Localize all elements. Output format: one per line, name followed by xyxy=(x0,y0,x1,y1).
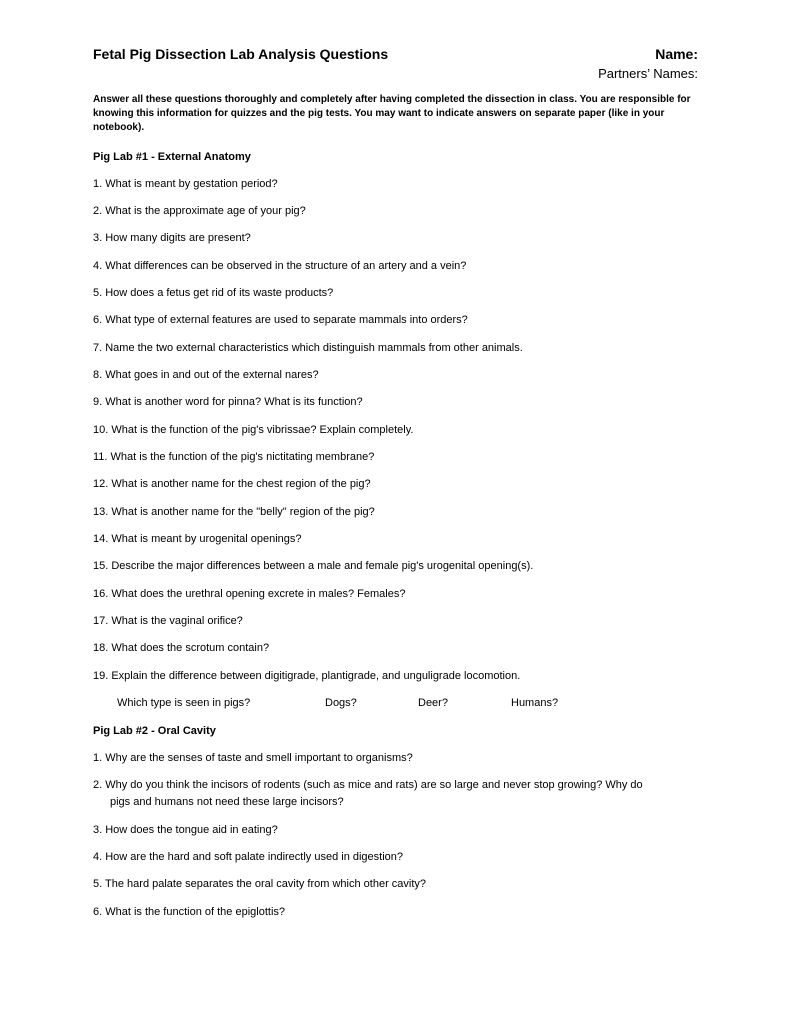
question-lab1-15: 15. Describe the major differences between a male and female pig's urogenital opening(s). xyxy=(93,560,534,572)
question-lab1-17: 17. What is the vaginal orifice? xyxy=(93,615,243,627)
question-lab1-9: 9. What is another word for pinna? What is its function? xyxy=(93,396,363,408)
question-lab1-11: 11. What is the function of the pig's nictitating membrane? xyxy=(93,451,375,463)
question-lab2-6: 6. What is the function of the epiglottis? xyxy=(93,906,286,918)
question-lab1-2: 2. What is the approximate age of your pig? xyxy=(93,205,306,217)
section-heading-lab1: Pig Lab #1 - External Anatomy xyxy=(93,151,251,163)
partners-names-label: Partners’ Names: xyxy=(598,66,698,81)
question-lab1-7: 7. Name the two external characteristics which distinguish mammals from other animals. xyxy=(93,342,523,354)
page-title: Fetal Pig Dissection Lab Analysis Questions xyxy=(93,46,389,62)
question-lab1-6: 6. What type of external features are used to separate mammals into orders? xyxy=(93,314,468,326)
question-lab1-8: 8. What goes in and out of the external nares? xyxy=(93,369,319,381)
question-lab2-2-line1: 2. Why do you think the incisors of rodents (such as mice and rats) are so large and never stop growing? Why do xyxy=(93,779,643,791)
question-lab1-16: 16. What does the urethral opening excrete in males? Females? xyxy=(93,588,406,600)
sub-question-deer: Deer? xyxy=(418,697,448,709)
question-lab1-1: 1. What is meant by gestation period? xyxy=(93,178,278,190)
question-lab1-12: 12. What is another name for the chest region of the pig? xyxy=(93,478,371,490)
question-lab2-4: 4. How are the hard and soft palate indirectly used in digestion? xyxy=(93,851,404,863)
question-lab2-2-line2: pigs and humans not need these large incisors? xyxy=(110,796,344,808)
sub-question-pigs: Which type is seen in pigs? xyxy=(117,697,251,709)
question-lab1-13: 13. What is another name for the "belly" region of the pig? xyxy=(93,506,375,518)
question-lab1-5: 5. How does a fetus get rid of its waste products? xyxy=(93,287,334,299)
question-lab1-10: 10. What is the function of the pig's vibrissae? Explain completely. xyxy=(93,424,414,436)
name-label: Name: xyxy=(655,46,698,62)
question-lab2-2 xyxy=(93,777,693,811)
question-lab1-19: 19. Explain the difference between digitigrade, plantigrade, and unguligrade locomotion. xyxy=(93,670,521,682)
question-lab1-4: 4. What differences can be observed in the structure of an artery and a vein? xyxy=(93,260,467,272)
question-lab2-1: 1. Why are the senses of taste and smell important to organisms? xyxy=(93,752,413,764)
question-lab1-3: 3. How many digits are present? xyxy=(93,232,251,244)
sub-question-dogs: Dogs? xyxy=(325,697,357,709)
question-lab2-5: 5. The hard palate separates the oral cavity from which other cavity? xyxy=(93,878,427,890)
question-lab1-14: 14. What is meant by urogenital openings? xyxy=(93,533,302,545)
question-lab2-3: 3. How does the tongue aid in eating? xyxy=(93,824,278,836)
section-heading-lab2: Pig Lab #2 - Oral Cavity xyxy=(93,725,216,737)
instructions-paragraph: Answer all these questions thoroughly and completely after having completed the dissection in class. You are responsible for knowing this information for quizzes and the pig tests. You may want to indicate answers on separate paper (like in your notebook). xyxy=(93,94,691,133)
sub-question-humans: Humans? xyxy=(511,697,559,709)
question-lab1-18: 18. What does the scrotum contain? xyxy=(93,642,270,654)
